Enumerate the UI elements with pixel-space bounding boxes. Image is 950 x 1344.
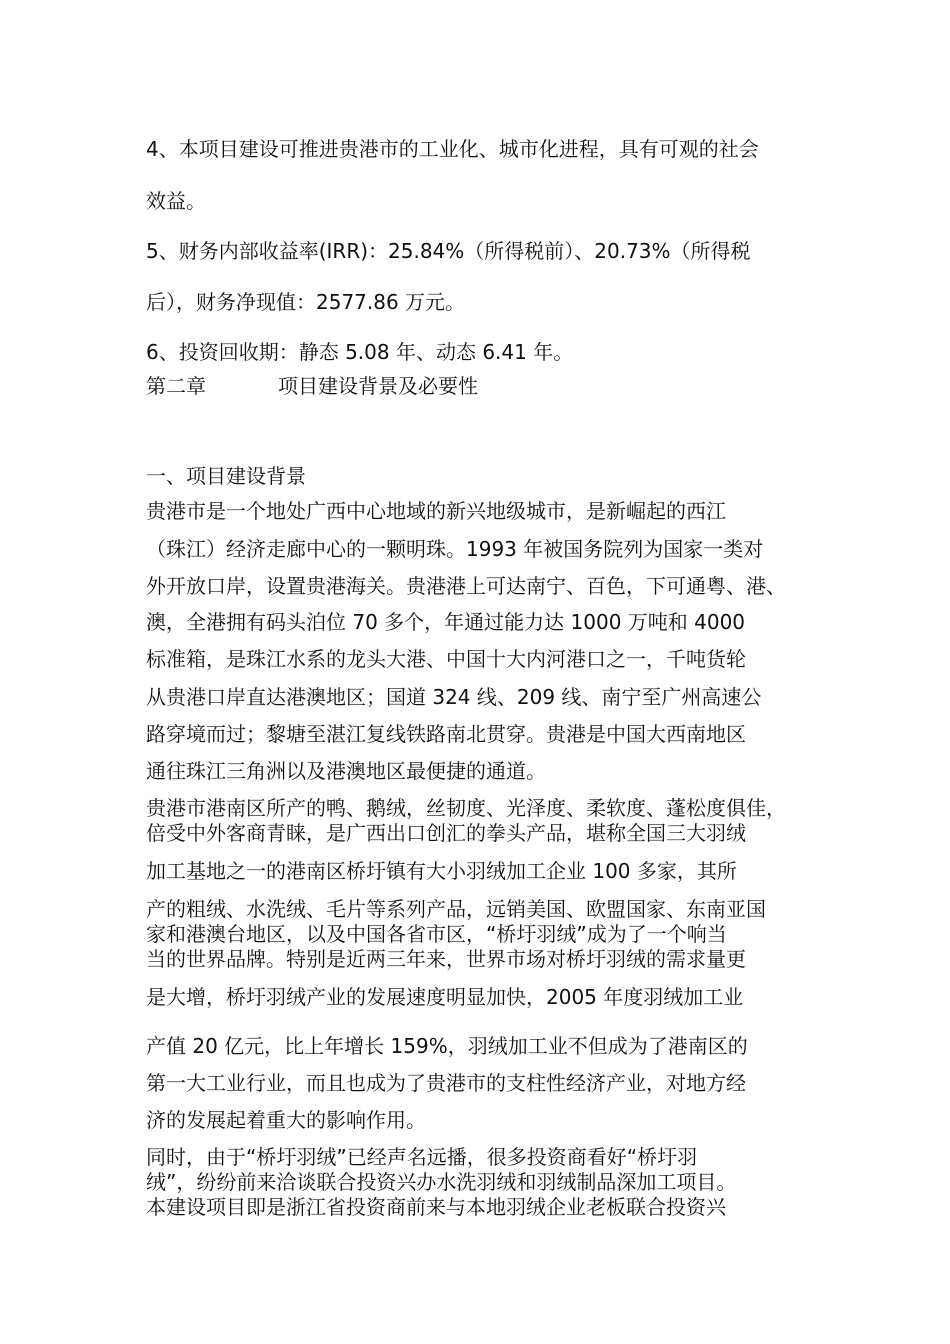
paragraph-2-line: 贵港市港南区所产的鸭、鹅绒，丝韧度、光泽度、柔软度、蓬松度俱佳，	[146, 796, 786, 820]
summary-item-5-line-2: 后），财务净现值：2577.86 万元。	[146, 290, 466, 314]
paragraph-2-line: 家和港澳台地区，以及中国各省市区，“桥圩羽绒”成为了一个响当	[146, 922, 727, 946]
summary-item-6-line-1: 6、投资回收期：静态 5.08 年、动态 6.41 年。	[146, 340, 574, 364]
paragraph-3-line: 同时，由于“桥圩羽绒”已经声名远播，很多投资商看好“桥圩羽	[146, 1145, 698, 1169]
paragraph-1-line: 标准箱，是珠江水系的龙头大港、中国十大内河港口之一，千吨货轮	[146, 647, 746, 671]
paragraph-2-line: 倍受中外客商青睐，是广西出口创汇的拳头产品，堪称全国三大羽绒	[146, 821, 746, 845]
chapter-number: 第二章	[146, 374, 206, 398]
paragraph-1-line: 贵港市是一个地处广西中心地域的新兴地级城市，是新崛起的西江	[146, 499, 726, 523]
summary-item-4-line-2: 效益。	[146, 189, 206, 213]
summary-item-5-line-1: 5、财务内部收益率(IRR)：25.84%（所得税前）、20.73%（所得税	[146, 239, 751, 263]
section-heading: 一、项目建设背景	[146, 464, 306, 488]
paragraph-1-line: 澳，全港拥有码头泊位 70 多个，年通过能力达 1000 万吨和 4000	[146, 610, 746, 634]
paragraph-1-line: 外开放口岸，设置贵港海关。贵港港上可达南宁、百色，下可通粤、港、	[146, 574, 786, 598]
paragraph-2-line: 加工基地之一的港南区桥圩镇有大小羽绒加工企业 100 多家，其所	[146, 859, 737, 883]
paragraph-2-line: 当的世界品牌。特别是近两三年来，世界市场对桥圩羽绒的需求量更	[146, 947, 746, 971]
paragraph-2-line: 第一大工业行业，而且也成为了贵港市的支柱性经济产业，对地方经	[146, 1071, 746, 1095]
chapter-title: 项目建设背景及必要性	[278, 374, 478, 398]
paragraph-2-line: 产值 20 亿元，比上年增长 159%，羽绒加工业不但成为了港南区的	[146, 1034, 748, 1058]
paragraph-3-line: 本建设项目即是浙江省投资商前来与本地羽绒企业老板联合投资兴	[146, 1195, 726, 1219]
summary-item-4-line-1: 4、本项目建设可推进贵港市的工业化、城市化进程，具有可观的社会	[146, 137, 759, 161]
paragraph-2-line: 济的发展起着重大的影响作用。	[146, 1108, 426, 1132]
paragraph-3-line: 绒”，纷纷前来洽谈联合投资兴办水洗羽绒和羽绒制品深加工项目。	[146, 1170, 737, 1194]
paragraph-2-line: 是大增，桥圩羽绒产业的发展速度明显加快，2005 年度羽绒加工业	[146, 985, 744, 1009]
paragraph-1-line: （珠江）经济走廊中心的一颗明珠。1993 年被国务院列为国家一类对	[146, 537, 764, 561]
paragraph-2-line: 产的粗绒、水洗绒、毛片等系列产品，远销美国、欧盟国家、东南亚国	[146, 897, 766, 921]
paragraph-1-line: 通往珠江三角洲以及港澳地区最便捷的通道。	[146, 759, 546, 783]
paragraph-1-line: 路穿境而过；黎塘至湛江复线铁路南北贯穿。贵港是中国大西南地区	[146, 722, 746, 746]
paragraph-1-line: 从贵港口岸直达港澳地区；国道 324 线、209 线、南宁至广州高速公	[146, 685, 762, 709]
